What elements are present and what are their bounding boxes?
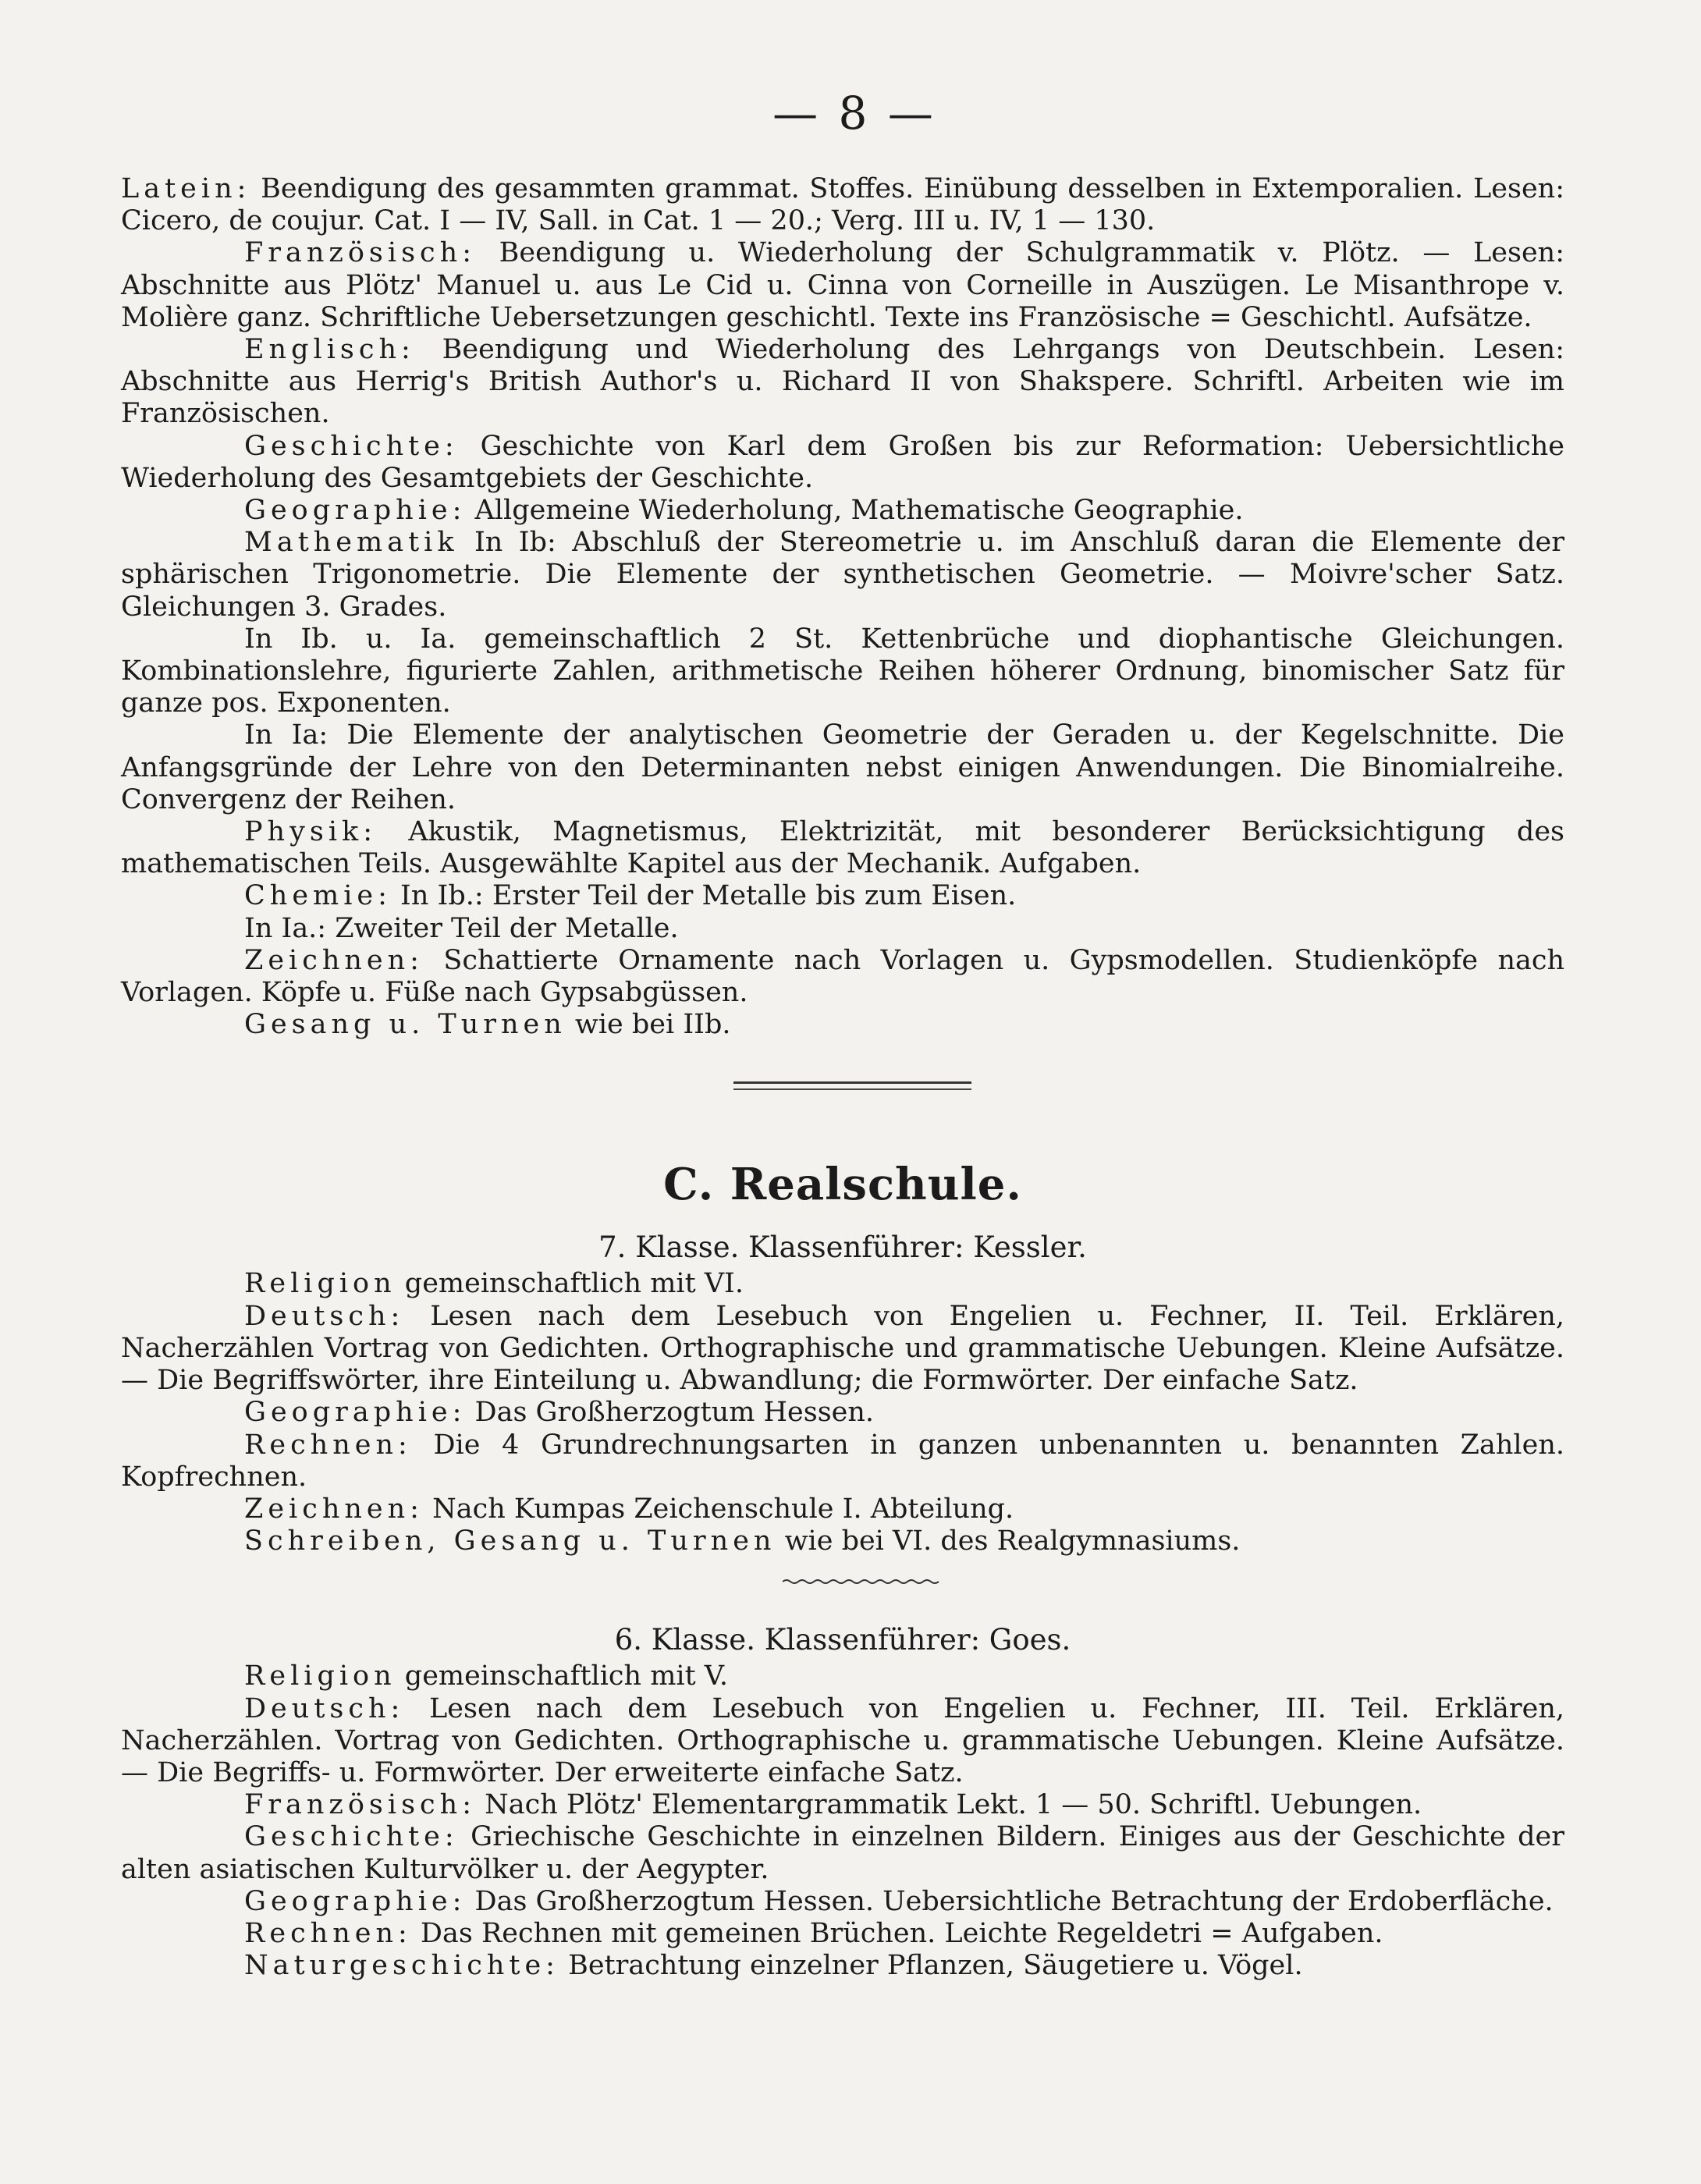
paragraph-text: wie bei IIb. [566,1009,731,1041]
paragraph-writing-singing [121,1525,1564,1557]
paragraph-geography [121,1397,1564,1429]
class6-heading: 6. Klasse. Klassenführer: Goes. [614,1623,1071,1657]
wavy-rule-divider [783,1578,943,1586]
paragraph-text: In Ib.: Erster Teil der Metalle bis zum Eisen. [391,880,1017,912]
paragraph-text: Schattierte Ornamente nach Vorlagen u. Gypsmodellen. Studienköpfe nach Vorlagen. Köpfe u. Füße nach Gypsabgüssen. [121,944,1564,1009]
subject-label: Französisch: [244,1789,476,1821]
paragraph-arithmetic [121,1918,1564,1950]
paragraph-text: In Ia: Die Elemente der analytischen Geometrie der Geraden u. der Kegelschnitte. Die Anfangsgründe der Lehre von den Determinanten nebst einigen Anwendungen. Die Binomialreihe. Convergenz der Reihen. [121,719,1564,815]
paragraph-natural-history [121,1950,1564,1982]
subject-label: Physik: [244,816,378,848]
paragraph-geography [121,495,1564,527]
paragraph-latin [121,173,1564,237]
paragraph-chemistry [121,880,1564,912]
subject-label: Deutsch: [244,1692,405,1724]
paragraph-physics [121,816,1564,880]
paragraph-chemistry-ia [121,913,1564,945]
paragraph-math-ia [121,719,1564,816]
subject-label: Geographie: [244,495,467,527]
subject-label: Schreiben, Gesang u. Turnen [244,1525,776,1557]
paragraph-text: Lesen nach dem Lesebuch von Engelien u. Fechner, III. Teil. Erklären, Nacherzählen. Vortrag von Gedichten. Orthographische u. grammatische Uebungen. Kleine Aufsätze. — Die Begriffs- u. Formwörter. Der erweiterte einfache Satz. [121,1692,1564,1788]
paragraph-history [121,1821,1564,1885]
paragraph-drawing [121,1493,1564,1525]
subject-label: Rechnen: [244,1429,412,1461]
subject-label: Gesang u. Turnen [244,1009,566,1041]
paragraph-religion [121,1660,1564,1692]
paragraph-text: Die 4 Grundrechnungsarten in ganzen unbenannten u. benannten Zahlen. Kopfrechnen. [121,1429,1564,1493]
paragraph-text: Beendigung und Wiederholung des Lehrgangs von Deutschbein. Lesen: Abschnitte aus Herrig's British Author's u. Richard II von Shakspere. Schriftl. Arbeiten wie im Französischen. [121,334,1564,430]
subject-label: Geographie: [244,1397,467,1429]
paragraph-text: In Ia.: Zweiter Teil der Metalle. [244,912,679,944]
paragraph-text: Geschichte von Karl dem Großen bis zur Reformation: Uebersichtliche Wiederholung des Gesamtgebiets der Geschichte. [121,430,1564,494]
paragraph-singing-gym [121,1009,1564,1041]
paragraph-text: Griechische Geschichte in einzelnen Bildern. Einiges aus der Geschichte der alten asiatischen Kulturvölker u. der Aegypter. [121,1821,1564,1885]
paragraph-french [121,237,1564,334]
paragraph-text: Das Großherzogtum Hessen. Uebersichtliche Betrachtung der Erdoberfläche. [466,1885,1554,1917]
paragraph-french [121,1789,1564,1821]
paragraph-text: Allgemeine Wiederholung, Mathematische Geographie. [466,495,1244,527]
subject-label: Religion [244,1268,396,1300]
paragraph-drawing [121,945,1564,1009]
paragraph-arithmetic [121,1429,1564,1493]
subject-label: Rechnen: [244,1917,412,1949]
paragraph-text: Beendigung u. Wiederholung der Schulgrammatik v. Plötz. — Lesen: Abschnitte aus Plötz' Manuel u. aus Le Cid u. Cinna von Corneille in Auszügen. Le Misanthrope v. Molière ganz. Schriftliche Uebersetzungen geschichtl. Texte ins Französische = Geschichtl. Aufsätze. [121,237,1564,333]
paragraph-text: In Ib. u. Ia. gemeinschaftlich 2 St. Kettenbrüche und diophantische Gleichungen. Kombinationslehre, figurierte Zahlen, arithmetische Reihen höherer Ordnung, binomischer Satz für ganze pos. Exponenten. [121,623,1564,719]
gymnasium-curriculum [121,173,1564,1041]
paragraph-text: wie bei VI. des Realgymnasiums. [776,1525,1241,1557]
subject-label: Zeichnen: [244,944,424,976]
paragraph-text: Nach Kumpas Zeichenschule I. Abteilung. [423,1493,1014,1525]
class7-heading: 7. Klasse. Klassenführer: Kessler. [598,1230,1087,1265]
class6-curriculum [121,1660,1564,1982]
page-number: — 8 — [772,87,936,140]
section-title: C. Realschule. [663,1159,1022,1211]
paragraph-geography [121,1886,1564,1918]
paragraph-english [121,334,1564,431]
double-rule-divider [733,1081,971,1090]
subject-label: Mathematik [244,527,459,559]
subject-label: Geographie: [244,1885,467,1917]
subject-label: Geschichte: [244,1821,459,1853]
paragraph-text: Das Großherzogtum Hessen. [466,1397,875,1429]
subject-label: Chemie: [244,880,392,912]
paragraph-text: Akustik, Magnetismus, Elektrizität, mit besonderer Berücksichtigung des mathematischen Teils. Ausgewählte Kapitel aus der Mechanik. Aufgaben. [121,816,1564,880]
subject-label: Französisch: [244,237,476,269]
paragraph-text: Nach Plötz' Elementargrammatik Lekt. 1 — 50. Schriftl. Uebungen. [476,1789,1422,1821]
subject-label: Naturgeschichte: [244,1950,559,1982]
paragraph-history [121,431,1564,495]
paragraph-text: Lesen nach dem Lesebuch von Engelien u. Fechner, II. Teil. Erklären, Nacherzählen Vortrag von Gedichten. Orthographische und grammatische Uebungen. Kleine Aufsätze. — Die Begriffswörter, ihre Einteilung u. Abwandlung; die Formwörter. Der einfache Satz. [121,1300,1564,1397]
subject-label: Englisch: [244,334,415,366]
subject-label: Deutsch: [244,1300,405,1332]
subject-label: Religion [244,1660,396,1692]
paragraph-text: gemeinschaftlich mit VI. [396,1268,744,1300]
paragraph-text: In Ib: Abschluß der Stereometrie u. im Anschluß daran die Elemente der sphärischen Trigonometrie. Die Elemente der synthetischen Geometrie. — Moivre'scher Satz. Gleichungen 3. Grades. [121,527,1564,623]
paragraph-text: Betrachtung einzelner Pflanzen, Säugetiere u. Vögel. [559,1950,1303,1982]
paragraph-text: Beendigung des gesammten grammat. Stoffes. Einübung desselben in Extemporalien. Lesen: Cicero, de coujur. Cat. I — IV, Sall. in Cat. 1 — 20.; Verg. III u. IV, 1 — 130. [121,173,1564,237]
paragraph-religion [121,1268,1564,1300]
subject-label: Latein: [121,173,251,204]
subject-label: Zeichnen: [244,1493,424,1525]
paragraph-text: Das Rechnen mit gemeinen Brüchen. Leichte Regeldetri = Aufgaben. [411,1917,1383,1949]
class7-curriculum [121,1268,1564,1557]
paragraph-text: gemeinschaftlich mit V. [396,1660,729,1692]
paragraph-german [121,1693,1564,1790]
paragraph-math-ib-ia [121,623,1564,720]
subject-label: Geschichte: [244,430,459,462]
paragraph-mathematics [121,527,1564,623]
paragraph-german [121,1301,1564,1397]
